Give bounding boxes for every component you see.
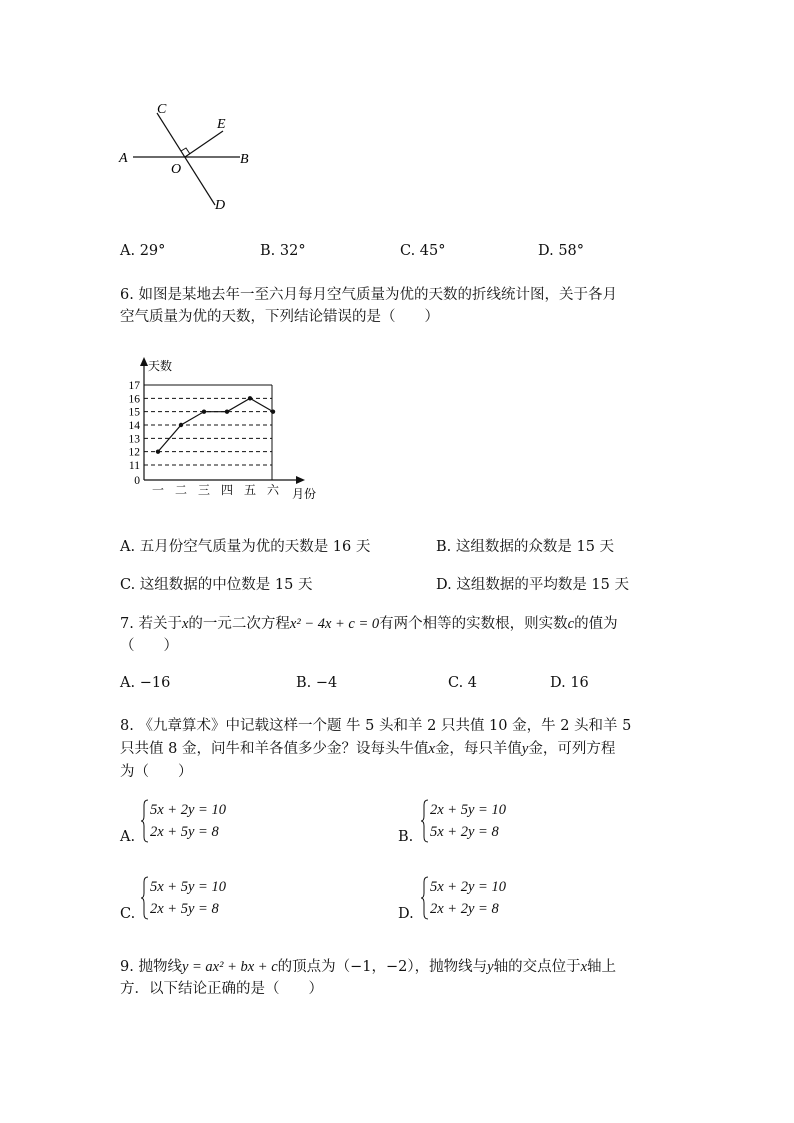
q8-option-a-letter: A. xyxy=(120,829,136,845)
q8-stem-line3: 为（ ） xyxy=(120,764,193,780)
x-tick-label: 一 xyxy=(151,483,165,497)
q7-stem-line1: 7. 若关于x的一元二次方程x² − 4x + c = 0有两个相等的实数根，则实数c的值为 xyxy=(120,616,618,632)
q5-option-d[interactable]: D. 58° xyxy=(538,243,585,259)
q8-option-c-system: 5x + 5y = 10 2x + 5y = 8 xyxy=(150,876,226,920)
q7-option-c[interactable]: C. 4 xyxy=(448,675,478,691)
q6-option-d[interactable]: D. 这组数据的平均数是 15 天 xyxy=(436,577,629,593)
q9-stem-line1: 9. 抛物线y = ax² + bx + c的顶点为（−1，−2），抛物线与y轴的交点位于x轴上 xyxy=(120,959,617,975)
data-point-4 xyxy=(225,409,229,413)
x-axis-arrow xyxy=(296,476,305,484)
x-axis-label: 月份 xyxy=(292,487,317,501)
y-tick-label: 14 xyxy=(128,420,140,432)
x-tick-label: 五 xyxy=(243,483,257,497)
brace-icon xyxy=(421,876,429,920)
q8-option-c-letter: C. xyxy=(120,906,136,922)
x-tick-label: 三 xyxy=(197,483,211,497)
label-c: C xyxy=(157,102,167,117)
q8-option-b-letter: B. xyxy=(398,829,414,845)
line-chart xyxy=(112,352,327,502)
q8-option-a-system: 5x + 2y = 10 2x + 5y = 8 xyxy=(150,799,226,843)
q7-option-b[interactable]: B. −4 xyxy=(296,675,338,691)
brace-icon xyxy=(141,876,149,920)
y-tick-label: 15 xyxy=(128,406,140,419)
data-point-2 xyxy=(179,423,183,427)
brace-icon xyxy=(141,799,149,843)
y-tick-label: 17 xyxy=(128,380,140,392)
q7-option-a[interactable]: A. −16 xyxy=(120,675,171,691)
label-a: A xyxy=(119,151,128,166)
label-d: D xyxy=(215,198,226,213)
x-tick-label: 四 xyxy=(220,483,234,497)
label-e: E xyxy=(217,117,226,132)
data-point-1 xyxy=(156,449,160,453)
q9-stem-line2: 方．以下结论正确的是（ ） xyxy=(120,981,323,997)
brace-icon xyxy=(421,799,429,843)
q6-stem-line1: 6. 如图是某地去年一至六月每月空气质量为优的天数的折线统计图，关于各月 xyxy=(120,287,617,303)
q6-option-b[interactable]: B. 这组数据的众数是 15 天 xyxy=(436,539,615,555)
q7-option-d[interactable]: D. 16 xyxy=(550,675,589,691)
y-tick-label: 11 xyxy=(128,460,140,472)
q6-option-c[interactable]: C. 这组数据的中位数是 15 天 xyxy=(120,577,313,593)
ray-oe xyxy=(185,131,223,157)
data-point-5 xyxy=(248,396,252,400)
q8-stem-line2: 只共值 8 金，问牛和羊各值多少金？设每头牛值x金，每只羊值y金，可列方程 xyxy=(120,741,616,757)
q5-option-b[interactable]: B. 32° xyxy=(260,243,306,259)
q8-option-d-system: 5x + 2y = 10 2x + 2y = 8 xyxy=(430,876,506,920)
q8-stem-line1: 8. 《九章算术》中记载这样一个题 牛 5 头和羊 2 只共值 10 金，牛 2 头和羊 5 xyxy=(120,718,632,734)
q6-stem-line2: 空气质量为优的天数，下列结论错误的是（ ） xyxy=(120,309,439,325)
data-point-3 xyxy=(202,409,206,413)
angle-figure xyxy=(115,95,275,220)
y-axis-label: 天数 xyxy=(148,359,173,373)
q6-option-a[interactable]: A. 五月份空气质量为优的天数是 16 天 xyxy=(120,539,371,555)
x-tick-label: 二 xyxy=(174,483,188,497)
y-tick-label: 13 xyxy=(128,433,140,446)
line-cd xyxy=(157,113,215,205)
label-o: O xyxy=(171,162,182,177)
q7-stem-line2: （ ） xyxy=(120,638,178,654)
q8-option-d-letter: D. xyxy=(398,906,414,922)
data-point-6 xyxy=(271,409,275,413)
y-tick-label: 12 xyxy=(128,446,140,459)
x-tick-label: 六 xyxy=(266,483,280,497)
y-tick-label: 16 xyxy=(128,393,140,406)
q5-option-c[interactable]: C. 45° xyxy=(400,243,446,259)
y-axis-arrow xyxy=(140,357,148,366)
q5-option-a[interactable]: A. 29° xyxy=(120,243,166,259)
label-b: B xyxy=(240,152,249,167)
q8-option-b-system: 2x + 5y = 10 5x + 2y = 8 xyxy=(430,799,506,843)
y-tick-label: 0 xyxy=(134,475,140,487)
